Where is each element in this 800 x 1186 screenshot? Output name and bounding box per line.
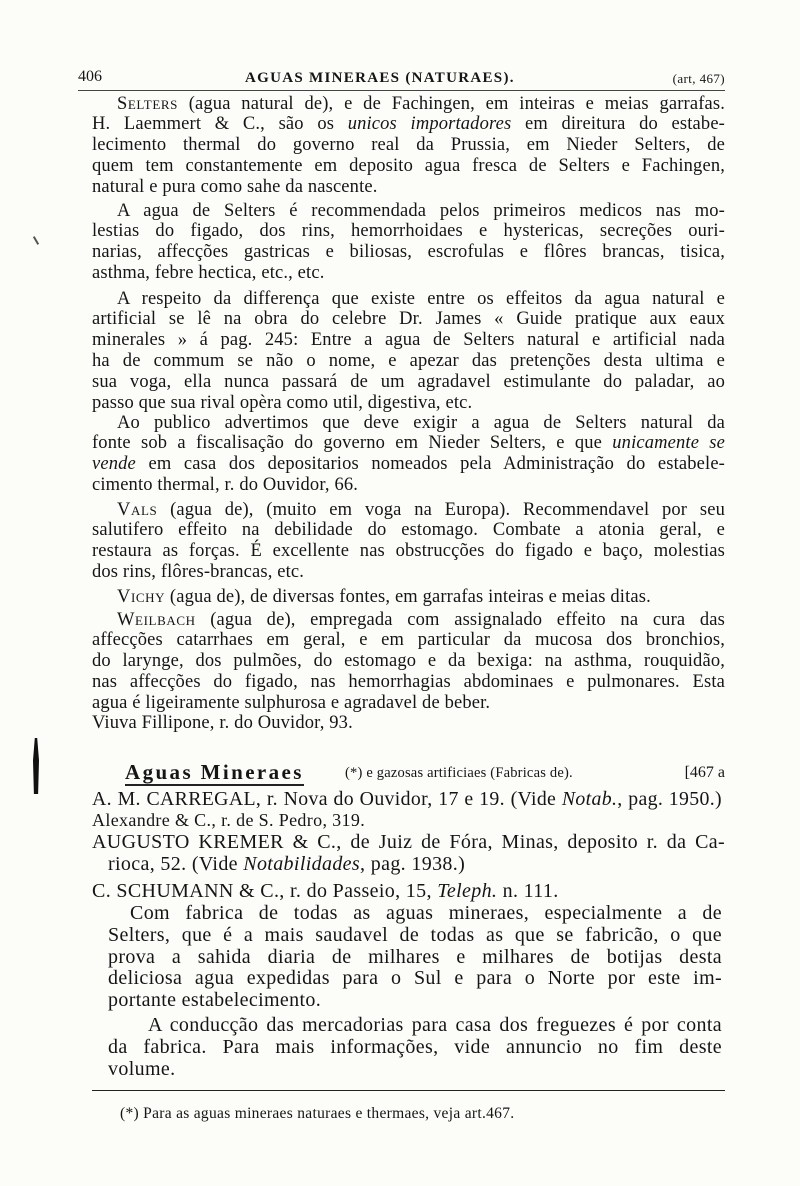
- text-run: n. 111.: [497, 880, 559, 902]
- entry-vals: [92, 500, 725, 583]
- text-line: [108, 1059, 722, 1081]
- text-line: [92, 789, 722, 811]
- text-run: sua voga, ella nunca passará de um agradavel estimulante do paladar, ao: [92, 371, 725, 392]
- text-run: Viuva Fillipone, r. do Ouvidor, 93.: [92, 712, 353, 733]
- text-run: (agua natural de), e de Fachingen, em inteiras e meias garrafas.: [177, 93, 725, 114]
- text-line: [92, 201, 725, 222]
- text-run: em casa dos depositarios nomeados pela Administração do estabele-: [135, 454, 725, 475]
- text-run: passo que sua rival opèra como util, digestiva, etc.: [92, 392, 473, 413]
- text-line: [92, 289, 725, 310]
- text-run: H. Laemmert & C., são os: [92, 114, 348, 135]
- text-line: [92, 221, 725, 242]
- text-run: fonte sob a fiscalisação do governo em Nieder Selters, e que: [92, 433, 613, 454]
- text-run: Selters: [117, 93, 178, 114]
- text-run: do larynge, dos pulmões, do estomago e da bexiga: na asthma, rouquidão,: [92, 651, 725, 672]
- text-run: , pag. 1938.): [360, 852, 466, 875]
- text-line: [108, 947, 722, 969]
- text-run: deliciosa agua expedidas para o Sul e para o Norte por este im-: [108, 967, 722, 990]
- text-run: C. SCHUMANN & C., r. do Passeio, 15,: [92, 880, 438, 902]
- text-line: [108, 1015, 722, 1037]
- header-rule: [78, 90, 725, 91]
- text-run: rioca, 52. (Vide: [108, 852, 244, 875]
- text-run: Notabilidades: [243, 852, 361, 875]
- text-run: portante estabelecimento.: [108, 989, 322, 1011]
- text-line: [92, 351, 725, 372]
- text-run: (agua de), empregada com assignalado effeito na cura das: [195, 609, 725, 630]
- text-line: [92, 309, 725, 330]
- text-run: (agua de), de diversas fontes, em garrafas inteiras e meias ditas.: [165, 586, 651, 607]
- text-line: [92, 94, 725, 115]
- text-line: [92, 114, 725, 135]
- text-run: AUGUSTO KREMER & C., de Juiz de Fóra, Minas, deposito r. da Ca-: [92, 831, 725, 853]
- section-article-ref: [467 a: [684, 764, 725, 781]
- text-run: quem tem constantemente em deposito agua fresca de Selters e Fachingen,: [92, 155, 725, 176]
- scan-margin-tick: [33, 236, 39, 245]
- text-run: A respeito da differença que existe entre os effeitos da agua natural e: [117, 288, 725, 309]
- entry-selters: [92, 94, 725, 198]
- text-run: unicamente se: [612, 433, 726, 454]
- entry-alexandre: [92, 810, 722, 832]
- footnote: (*) Para as aguas mineraes naturaes e thermaes, veja art.467.: [120, 1105, 515, 1122]
- text-run: salutifero effeito na debilidade do estomago. Combate a atonia geral, e: [92, 520, 725, 541]
- text-run: unicos importadores: [347, 114, 512, 135]
- text-run: agua é ligeiramente sulphurosa e agradavel de beber.: [92, 692, 491, 713]
- selters-natural-vs-artificial: [92, 289, 725, 414]
- text-line: [92, 433, 725, 454]
- text-line: [92, 630, 725, 651]
- entry-schumann: [92, 881, 722, 903]
- text-run: nas affecções do figado, nas hemorrhagias abdominaes e pulmonares. Esta: [92, 671, 725, 692]
- text-run: cimento thermal, r. do Ouvidor, 66.: [92, 474, 359, 495]
- text-run: (agua de), (muito em voga na Europa). Recommendavel por seu: [157, 499, 725, 520]
- text-run: lestias do figado, dos rins, hemorrhoidaes e hystericas, secreções ouri-: [92, 221, 725, 242]
- text-line: [92, 454, 725, 475]
- text-run: Teleph.: [437, 880, 498, 902]
- text-line: [92, 413, 725, 434]
- text-run: Weilbach: [117, 609, 196, 630]
- text-run: Ao publico advertimos que deve exigir a agua de Selters natural da: [117, 412, 725, 433]
- text-run: em direitura do estabe-: [511, 114, 725, 135]
- text-line: [92, 156, 725, 177]
- entry-carregal: [92, 789, 722, 811]
- text-run: natural e pura como sahe da nascente.: [92, 176, 378, 197]
- text-line: [92, 587, 725, 608]
- text-run: volume.: [108, 1057, 176, 1080]
- text-run: Alexandre & C., r. de S. Pedro, 319.: [92, 810, 366, 831]
- text-line: [92, 672, 725, 693]
- text-line: [92, 881, 722, 903]
- text-run: A conducção das mercadorias para casa dos freguezes é por conta: [148, 1014, 722, 1036]
- text-line: [92, 372, 725, 393]
- text-line: [92, 330, 725, 351]
- section-heading-note: (*) e gazosas artificiaes (Fabricas de).: [345, 765, 573, 781]
- schumann-description: [108, 903, 722, 1012]
- entry-augusto-kremer: [92, 832, 725, 876]
- text-line: [92, 651, 725, 672]
- page-number: 406: [78, 68, 102, 85]
- text-line: [92, 832, 725, 854]
- running-title: AGUAS MINERAES (NATURAES).: [245, 70, 515, 86]
- text-run: Selters, que é a mais saudavel de todas as que se fabricão, o que: [108, 923, 722, 946]
- text-line: [108, 968, 722, 990]
- text-run: asthma, febre hectica, etc., etc.: [92, 262, 325, 283]
- text-run: narias, affecções gastricas e biliosas, escrofulas e flôres brancas, tisica,: [92, 242, 725, 263]
- text-line: [108, 903, 722, 925]
- text-run: da fabrica. Para mais informações, vide annuncio no fim deste: [108, 1035, 722, 1058]
- text-line: [108, 1037, 722, 1059]
- text-run: vende: [92, 454, 136, 475]
- text-line: [92, 177, 725, 198]
- text-line: [92, 500, 725, 521]
- text-run: affecções catarrhaes em geral, e em particular da mucosa dos bronchios,: [92, 630, 725, 651]
- text-line: [92, 393, 725, 414]
- entry-vichy: [92, 587, 725, 608]
- text-line: [92, 713, 725, 734]
- text-run: artificial se lê na obra do celebre Dr. James « Guide pratique aux eaux: [92, 309, 725, 330]
- text-run: prova a sahida diaria de milhares e milhares de botijas desta: [108, 945, 722, 968]
- text-run: minerales » á pag. 245: Entre a agua de Selters natural e artificial nada: [92, 330, 725, 351]
- text-run: Vals: [117, 499, 158, 520]
- section-heading: Aguas Mineraes: [125, 760, 304, 784]
- text-line: [92, 475, 725, 496]
- text-line: [92, 263, 725, 284]
- text-line: [92, 520, 725, 541]
- selters-public-notice: [92, 413, 725, 496]
- footnote-rule: [92, 1090, 725, 1091]
- text-run: A agua de Selters é recommendada pelos primeiros medicos nas mo-: [117, 200, 725, 221]
- text-line: [92, 541, 725, 562]
- text-run: restaura as forças. É excellente nas obstrucções do figado e baço, molestias: [92, 541, 725, 562]
- running-article-ref: (art, 467): [672, 71, 725, 86]
- text-line: [92, 854, 725, 876]
- text-run: lecimento thermal do governo real da Prussia, em Nieder Selters, de: [92, 135, 725, 156]
- text-run: Com fabrica de todas as aguas mineraes, especialmente a de: [130, 902, 722, 924]
- text-run: A. M. CARREGAL, r. Nova do Ouvidor, 17 e 19. (Vide: [92, 788, 562, 810]
- entry-weilbach: [92, 610, 725, 714]
- entry-viuva-fillipone: [92, 713, 725, 734]
- text-run: , pag. 1950.): [617, 788, 722, 810]
- text-line: [92, 135, 725, 156]
- text-run: dos rins, flôres-brancas, etc.: [92, 561, 305, 582]
- text-line: [108, 990, 722, 1012]
- text-line: [92, 242, 725, 263]
- text-line: [92, 810, 722, 832]
- text-run: Vichy: [117, 586, 166, 607]
- text-run: ha de commum se não o nome, e apezar das pretenções desta ultima e: [92, 350, 725, 371]
- schumann-delivery-note: [108, 1015, 722, 1080]
- text-run: Notab.: [561, 788, 618, 810]
- selters-recommendation: [92, 201, 725, 284]
- scan-margin-mark: [33, 738, 39, 794]
- text-line: [92, 610, 725, 631]
- text-line: [92, 562, 725, 583]
- text-line: [108, 925, 722, 947]
- text-line: [92, 693, 725, 714]
